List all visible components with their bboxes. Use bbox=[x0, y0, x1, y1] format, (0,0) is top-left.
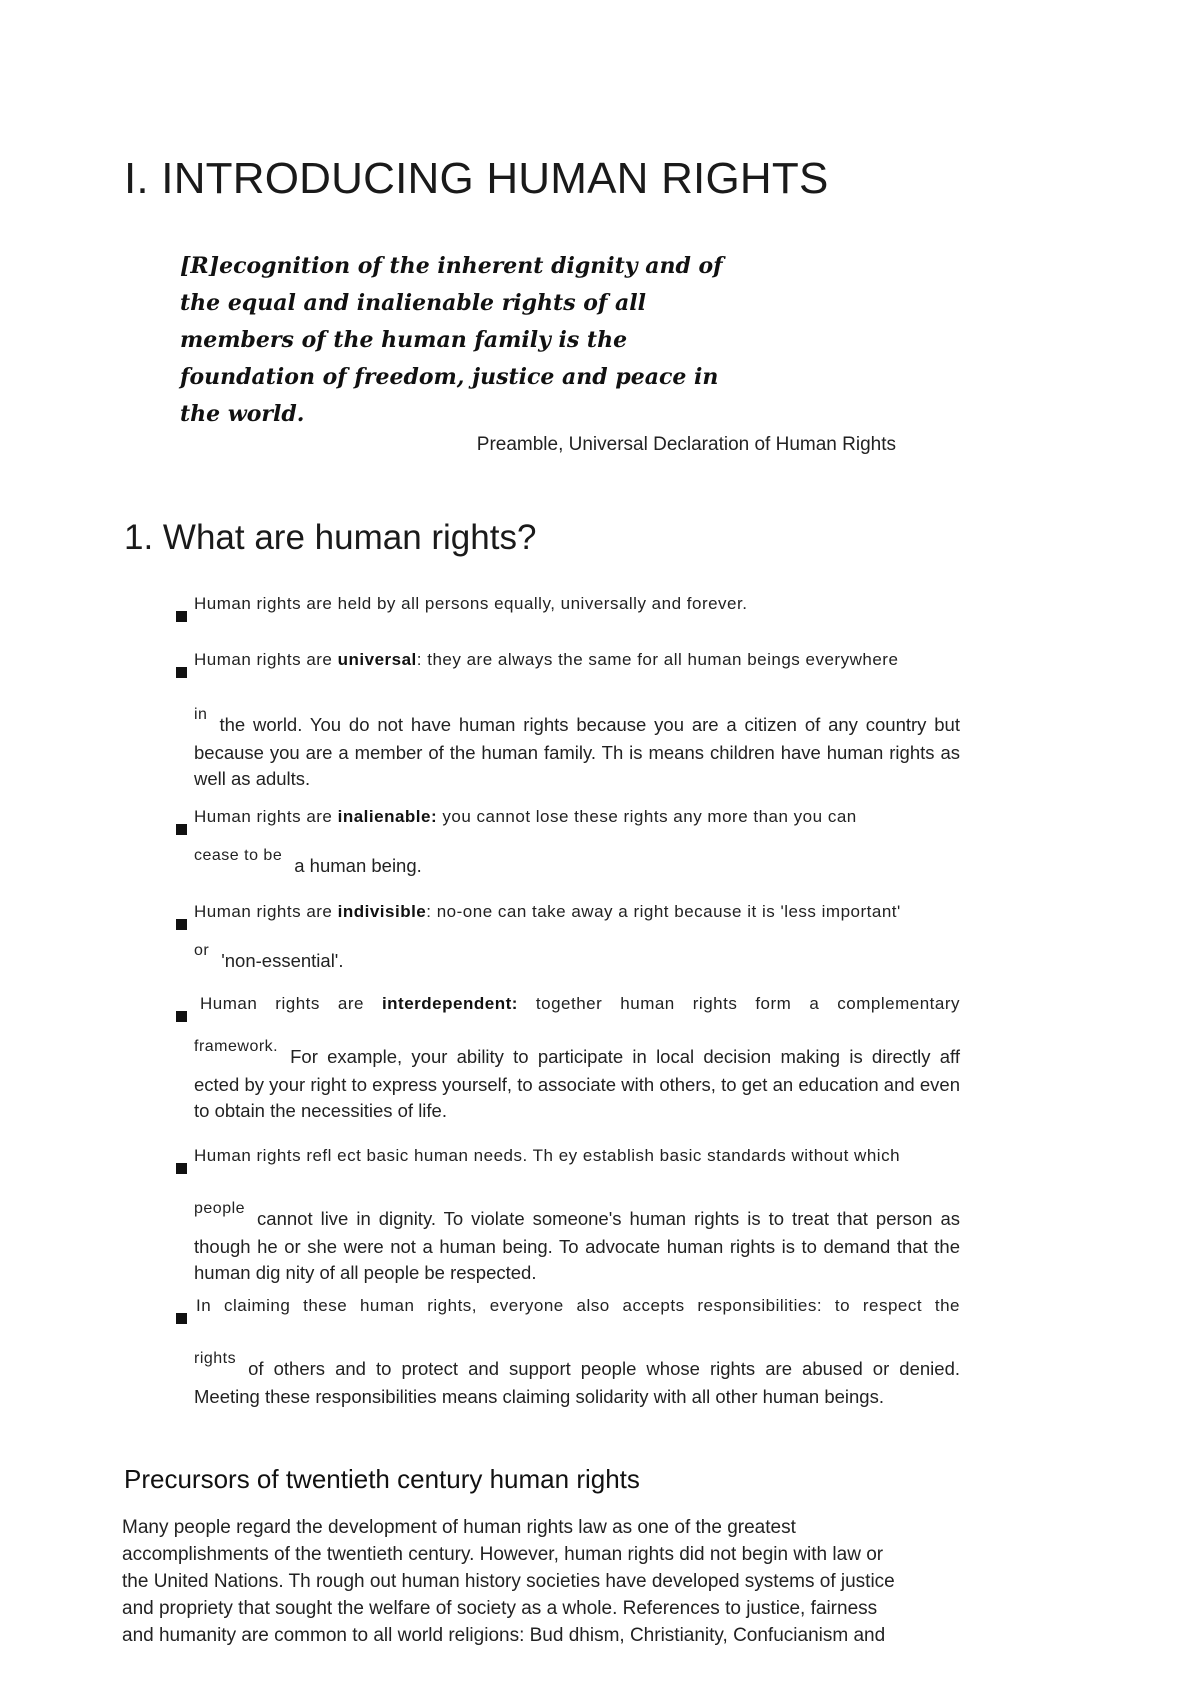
bullet-lead-part: together human rights form a complementary bbox=[517, 994, 960, 1013]
bullet-body-rest: a human being. bbox=[294, 855, 422, 876]
bullet-body-text bbox=[194, 1350, 960, 1410]
bullet-lead-part: Human rights are bbox=[194, 807, 338, 826]
bullet-lead-text bbox=[194, 807, 960, 827]
square-bullet-icon bbox=[176, 611, 187, 622]
document-title: I. INTRODUCING HUMAN RIGHTS bbox=[124, 154, 829, 203]
bullet-body-text bbox=[194, 942, 960, 976]
paragraph-line: and propriety that sought the welfare of society as a whole. References to justice, fairness bbox=[122, 1598, 878, 1619]
bullet-key-term: interdependent: bbox=[381, 994, 518, 1013]
bullet-key-term: universal bbox=[337, 650, 417, 669]
bullet-lead-text bbox=[194, 902, 960, 922]
bullet-body-text bbox=[194, 1038, 960, 1124]
bullet-body-text bbox=[194, 706, 960, 792]
square-bullet-icon bbox=[176, 667, 187, 678]
bullet-lead-text bbox=[194, 594, 960, 614]
bullet-body-rest: 'non-essential'. bbox=[221, 950, 344, 971]
precursors-paragraph bbox=[122, 1514, 962, 1649]
bullet-key-term: inalienable: bbox=[337, 807, 438, 826]
bullet-lead-part: Human rights are held by all persons equally, universally and forever. bbox=[194, 594, 748, 613]
bullet-lead-text bbox=[196, 1296, 960, 1316]
bullet-body-rest: of others and to protect and support people whose rights are abused or denied. Meeting these responsibilities means claiming solidarity with all other human beings. bbox=[194, 1358, 960, 1407]
quote-line: [R]ecognition of the inherent dignity and of bbox=[180, 253, 723, 279]
bullet-body-rest: cannot live in dignity. To violate someone's human rights is to treat that person as though he or she were not a human being. To advocate human rights is to demand that the human dig nity of all people be respected. bbox=[194, 1208, 960, 1283]
bullet-key-term: indivisible bbox=[337, 902, 427, 921]
bullet-lead-part: Human rights are bbox=[194, 650, 338, 669]
bullet-lead-part: Human rights are bbox=[200, 994, 382, 1013]
bullet-body-rest: For example, your ability to participate in local decision making is directly aff ected by your right to express yourself, to associate with others, to get an education and even to obtain the necessities of life. bbox=[194, 1046, 960, 1121]
bullet-body-text bbox=[194, 1200, 960, 1286]
paragraph-line: the United Nations. Th rough out human history societies have developed systems of justice bbox=[122, 1571, 895, 1592]
bullet-lead-part: : they are always the same for all human beings everywhere bbox=[416, 650, 899, 669]
bullet-body-lead-word: or bbox=[194, 942, 210, 959]
bullet-lead-part: Human rights refl ect basic human needs. Th ey establish basic standards without which bbox=[194, 1146, 901, 1165]
bullet-body-lead-word: cease to be bbox=[194, 847, 283, 864]
quote-line: the equal and inalienable rights of all bbox=[180, 290, 647, 316]
bullet-lead-text bbox=[194, 1146, 960, 1166]
bullet-body-lead-word: framework. bbox=[194, 1038, 279, 1055]
bullet-lead-part: : no-one can take away a right because it is 'less important' bbox=[426, 902, 901, 921]
quote-line: foundation of freedom, justice and peace in bbox=[180, 364, 719, 390]
paragraph-line: and humanity are common to all world religions: Bud dhism, Christianity, Confucianism and bbox=[122, 1625, 886, 1646]
square-bullet-icon bbox=[176, 1313, 187, 1324]
bullet-body-rest: the world. You do not have human rights because you are a citizen of any country but because you are a member of the human family. Th is means children have human rights as well as adults. bbox=[194, 714, 960, 789]
bullet-lead-part: you cannot lose these rights any more than you can bbox=[437, 807, 857, 826]
square-bullet-icon bbox=[176, 1163, 187, 1174]
paragraph-line: Many people regard the development of human rights law as one of the greatest bbox=[122, 1517, 796, 1538]
bullet-body-text bbox=[194, 847, 960, 881]
square-bullet-icon bbox=[176, 919, 187, 930]
bullet-body-lead-word: people bbox=[194, 1200, 246, 1217]
square-bullet-icon bbox=[176, 1011, 187, 1022]
bullet-body-lead-word: rights bbox=[194, 1350, 237, 1367]
paragraph-line: accomplishments of the twentieth century. However, human rights did not begin with law or bbox=[122, 1544, 884, 1565]
precursors-heading: Precursors of twentieth century human rights bbox=[124, 1464, 640, 1494]
quote-line: members of the human family is the bbox=[180, 327, 628, 353]
bullet-lead-part: In claiming these human rights, everyone also accepts responsibilities: to respect the bbox=[196, 1296, 960, 1315]
bullet-lead-text bbox=[194, 650, 960, 670]
quote-attribution: Preamble, Universal Declaration of Human Rights bbox=[476, 434, 896, 455]
section-heading: 1. What are human rights? bbox=[124, 518, 537, 557]
preamble-quote bbox=[180, 248, 900, 433]
quote-line: the world. bbox=[180, 401, 305, 427]
square-bullet-icon bbox=[176, 824, 187, 835]
bullet-lead-part: Human rights are bbox=[194, 902, 338, 921]
bullet-body-lead-word: in bbox=[194, 706, 208, 723]
bullet-lead-text bbox=[200, 994, 960, 1014]
